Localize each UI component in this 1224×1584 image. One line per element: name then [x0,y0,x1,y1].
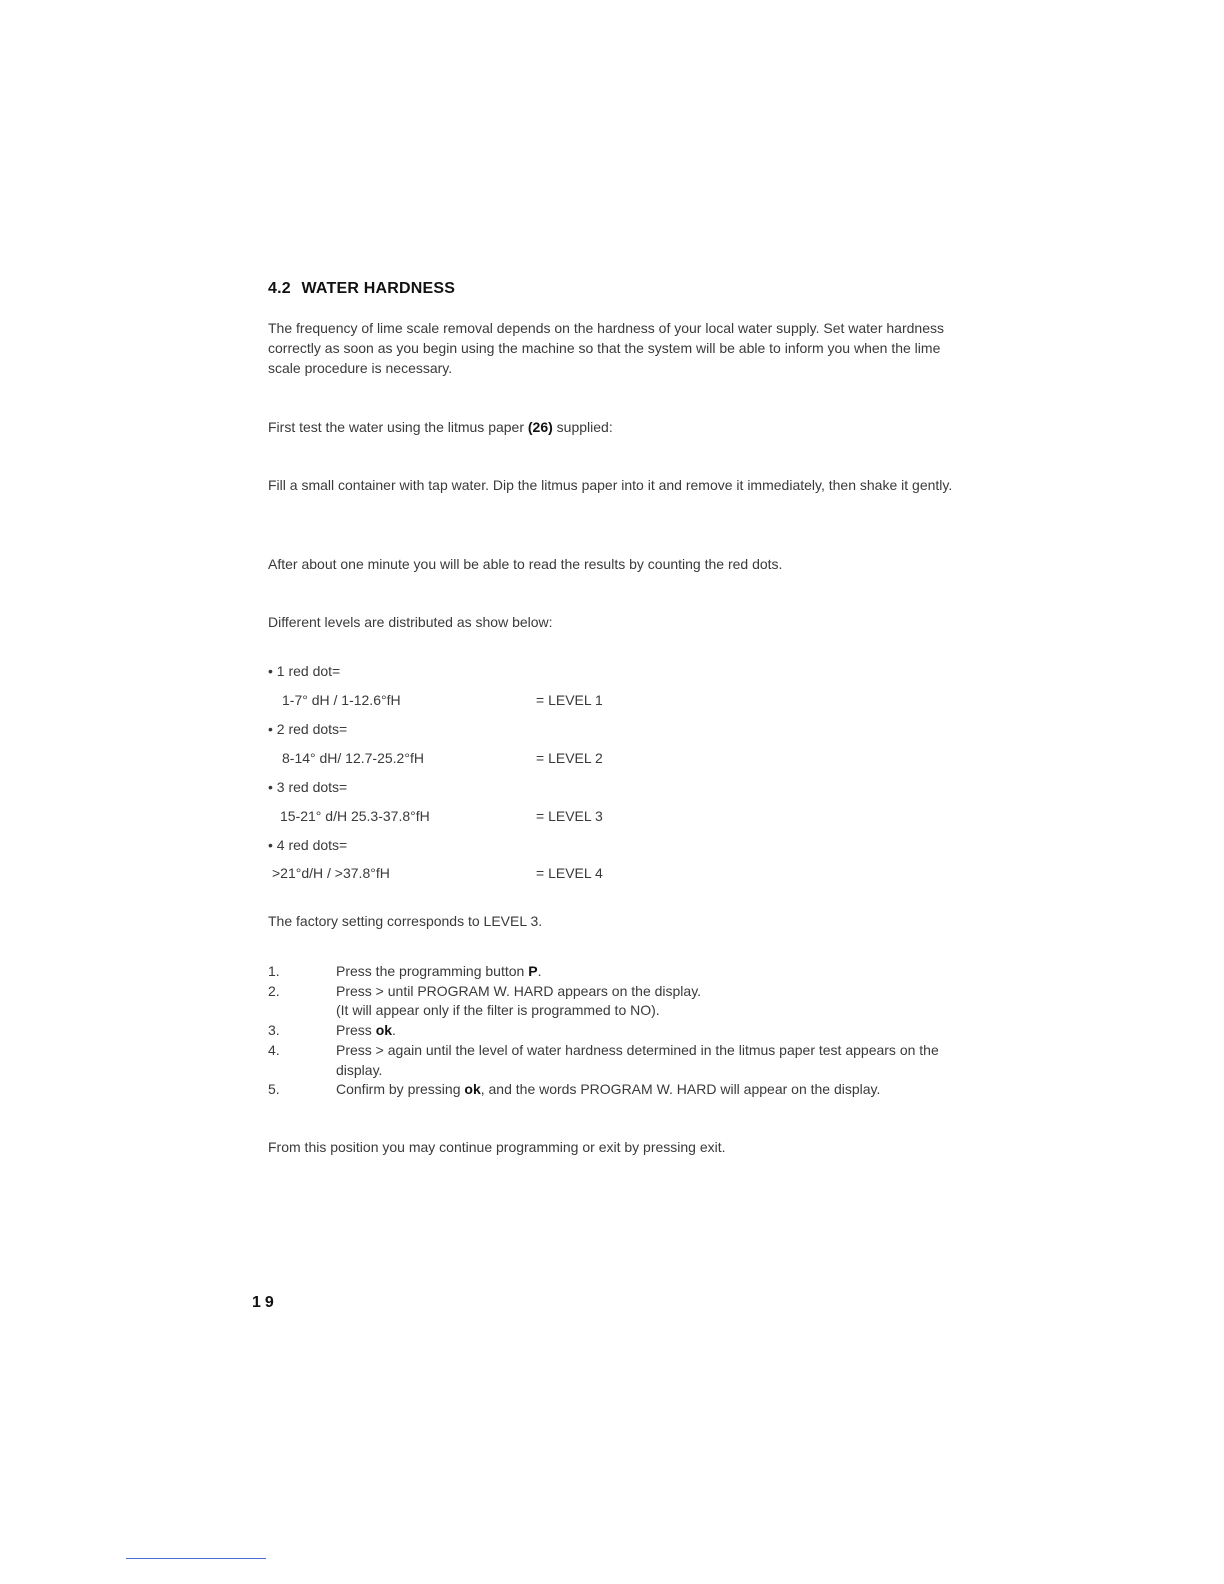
step-1-text: Press the programming button P. [336,963,542,979]
test-paragraph [268,417,958,437]
test-text: First test the water using the litmus paper [268,419,528,435]
step-4-number: 4. [268,1042,280,1058]
levels-intro: Different levels are distributed as show below: [268,614,553,630]
step-5-number: 5. [268,1081,280,1097]
litmus-reference: (26) [527,419,553,435]
footer-rule [126,1558,266,1559]
level-4-label: = LEVEL 4 [536,865,603,881]
page-number: 19 [252,1294,278,1311]
step-4-text: Press > again until the level of water hardness determined in the litmus paper test appears on the display. [336,1042,939,1078]
p-button-label: P [528,963,538,979]
step-2-note: (It will appear only if the filter is programmed to NO). [336,1002,660,1018]
level-1-dots: • 1 red dot= [268,663,341,679]
section-number: 4.2 [268,280,291,297]
level-1-range: 1-7° dH / 1-12.6°fH [282,692,401,708]
level-2-label: = LEVEL 2 [536,750,603,766]
level-3-dots: • 3 red dots= [268,779,348,795]
closing-paragraph: From this position you may continue programming or exit by pressing exit. [268,1139,726,1155]
level-3-label: = LEVEL 3 [536,808,603,824]
fill-paragraph: Fill a small container with tap water. Dip the litmus paper into it and remove it immediately, then shake it gently. [268,477,953,493]
level-1-label: = LEVEL 1 [536,692,603,708]
step-3-number: 3. [268,1022,280,1038]
step-1-number: 1. [268,963,280,979]
step-2-text: Press > until PROGRAM W. HARD appears on the display. [336,983,702,999]
level-2-dots: • 2 red dots= [268,721,348,737]
factory-setting: The factory setting corresponds to LEVEL 3. [268,913,543,929]
intro-paragraph: The frequency of lime scale removal depends on the hardness of your local water supply. Set water hardness correctly as soon as you begin using the machine so that the system will be able to inform you when the lime scale procedure is necessary. [268,320,944,376]
step-3-text: Press ok. [336,1022,396,1038]
step-5-text: Confirm by pressing ok, and the words PROGRAM W. HARD will appear on the display. [336,1081,881,1097]
test-text-end: supplied: [552,419,613,435]
section-heading [268,280,455,298]
section-title: WATER HARDNESS [301,280,456,297]
level-4-dots: • 4 red dots= [268,837,348,853]
level-3-range: 15-21° d/H 25.3-37.8°fH [280,808,430,824]
ok-button-label: ok [464,1081,481,1097]
after-paragraph: After about one minute you will be able to read the results by counting the red dots. [268,556,783,572]
ok-button-label: ok [375,1022,393,1038]
level-2-range: 8-14° dH/ 12.7-25.2°fH [282,750,424,766]
step-2-number: 2. [268,983,280,999]
level-4-range: >21°d/H / >37.8°fH [272,865,390,881]
